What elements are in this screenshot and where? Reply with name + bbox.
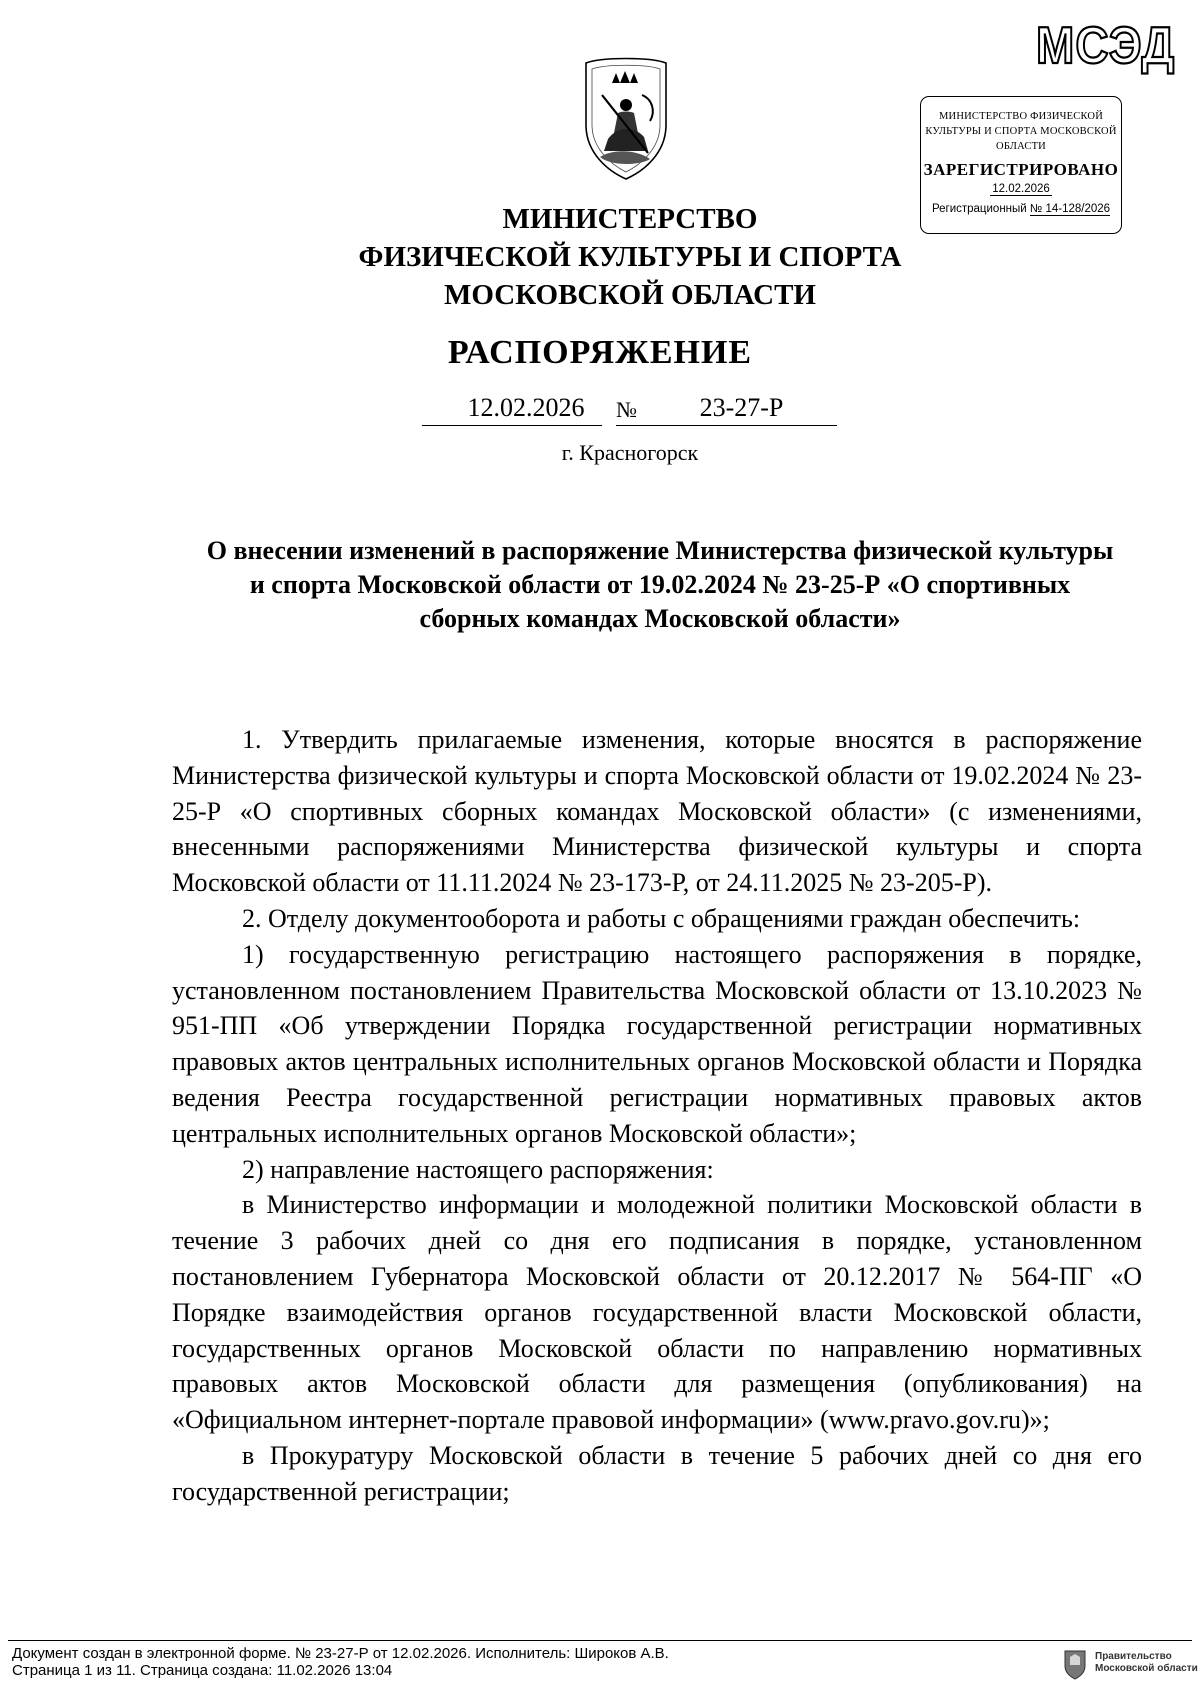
document-type: РАСПОРЯЖЕНИЕ <box>447 334 753 371</box>
government-label-line: Московской области <box>1095 1663 1198 1674</box>
footer-line: Страница 1 из 11. Страница создана: 11.02.2026 13:04 <box>12 1662 393 1679</box>
stamp-date: 12.02.2026 <box>992 183 1050 195</box>
msed-logo: МСЭД <box>1036 15 1176 75</box>
stamp-org-line: ОБЛАСТИ <box>996 141 1046 152</box>
stamp-date-row <box>921 183 1121 195</box>
government-label <box>1095 1651 1198 1675</box>
subject-line: О внесении изменений в распоряжение Министерства физической культуры <box>206 536 1114 565</box>
body-paragraph: 1. Утвердить прилагаемые изменения, которые вносятся в распоряжение Министерства физической культуры и спорта Московской области от 19.02.2024 № 23-25-Р «О спортивных сборных командах Московской области» (с изменениями, внесенными распоряжениями Министерства физической культуры и спорта Московской области от 11.11.2024 № 23-173-Р, от 24.11.2025 № 23-205-Р). <box>172 725 1142 898</box>
document-date-field <box>422 393 602 426</box>
document-subject <box>170 534 1150 636</box>
number-sign: № <box>616 397 646 426</box>
stamp-status: ЗАРЕГИСТРИРОВАНО <box>923 160 1119 179</box>
footer-info <box>12 1645 1012 1679</box>
ministry-title-line: ФИЗИЧЕСКОЙ КУЛЬТУРЫ И СПОРТА <box>358 241 902 273</box>
stamp-number: № 14-128/2026 <box>1029 203 1111 215</box>
government-emblem-icon <box>1062 1648 1088 1680</box>
stamp-org-line: МИНИСТЕРСТВО ФИЗИЧЕСКОЙ <box>939 111 1103 122</box>
coat-of-arms-emblem <box>572 55 680 183</box>
document-date: 12.02.2026 <box>467 393 585 422</box>
government-label-line: Правительство <box>1095 1651 1172 1662</box>
stamp-number-prefix: Регистрационный <box>931 203 1030 215</box>
document-number: 23-27-Р <box>646 393 837 426</box>
ministry-title-line: МОСКОВСКОЙ ОБЛАСТИ <box>443 279 816 311</box>
document-body <box>172 722 1142 1510</box>
body-paragraph: 2) направление настоящего распоряжения: <box>242 1154 714 1184</box>
footer-line: Документ создан в электронной форме. № 23-27-Р от 12.02.2026. Исполнитель: Широков А.В. <box>12 1645 669 1662</box>
body-paragraph: в Прокуратуру Московской области в течение 5 рабочих дней со дня его государственной регистрации; <box>172 1440 1142 1506</box>
footer-divider <box>8 1640 1192 1641</box>
subject-line: и спорта Московской области от 19.02.2024 № 23-25-Р «О спортивных <box>249 570 1071 599</box>
body-paragraph: в Министерство информации и молодежной политики Московской области в течение 3 рабочих дней со дня его подписания в порядке, установленном постановлением Губернатора Московской области от 20.12.2017 № 564-ПГ «О Порядке взаимодействия органов государственной власти Московской области, государственных органов Московской области по направлению нормативных правовых актов Московской области для размещения (опубликования) на «Официальном интернет-портале правовой информации» (www.pravo.gov.ru)»; <box>172 1190 1142 1435</box>
subject-line: сборных командах Московской области» <box>419 604 901 633</box>
city: г. Красногорск <box>561 440 699 465</box>
date-number-line <box>422 393 837 430</box>
ministry-title-line: МИНИСТЕРСТВО <box>502 203 758 235</box>
body-paragraph: 1) государственную регистрацию настоящего распоряжения в порядке, установленном постановлением Правительства Московской области от 13.10.2023 № 951-ПП «Об утверждении Порядка государственной регистрации нормативных правовых актов центральных исполнительных органов Московской области и Порядка ведения Реестра государственной регистрации нормативных правовых актов центральных исполнительных органов Московской области»; <box>172 939 1142 1148</box>
body-paragraph: 2. Отделу документооборота и работы с обращениями граждан обеспечить: <box>242 903 1081 933</box>
ministry-title <box>0 200 1200 314</box>
stamp-org-line: КУЛЬТУРЫ И СПОРТА МОСКОВСКОЙ <box>925 126 1117 137</box>
